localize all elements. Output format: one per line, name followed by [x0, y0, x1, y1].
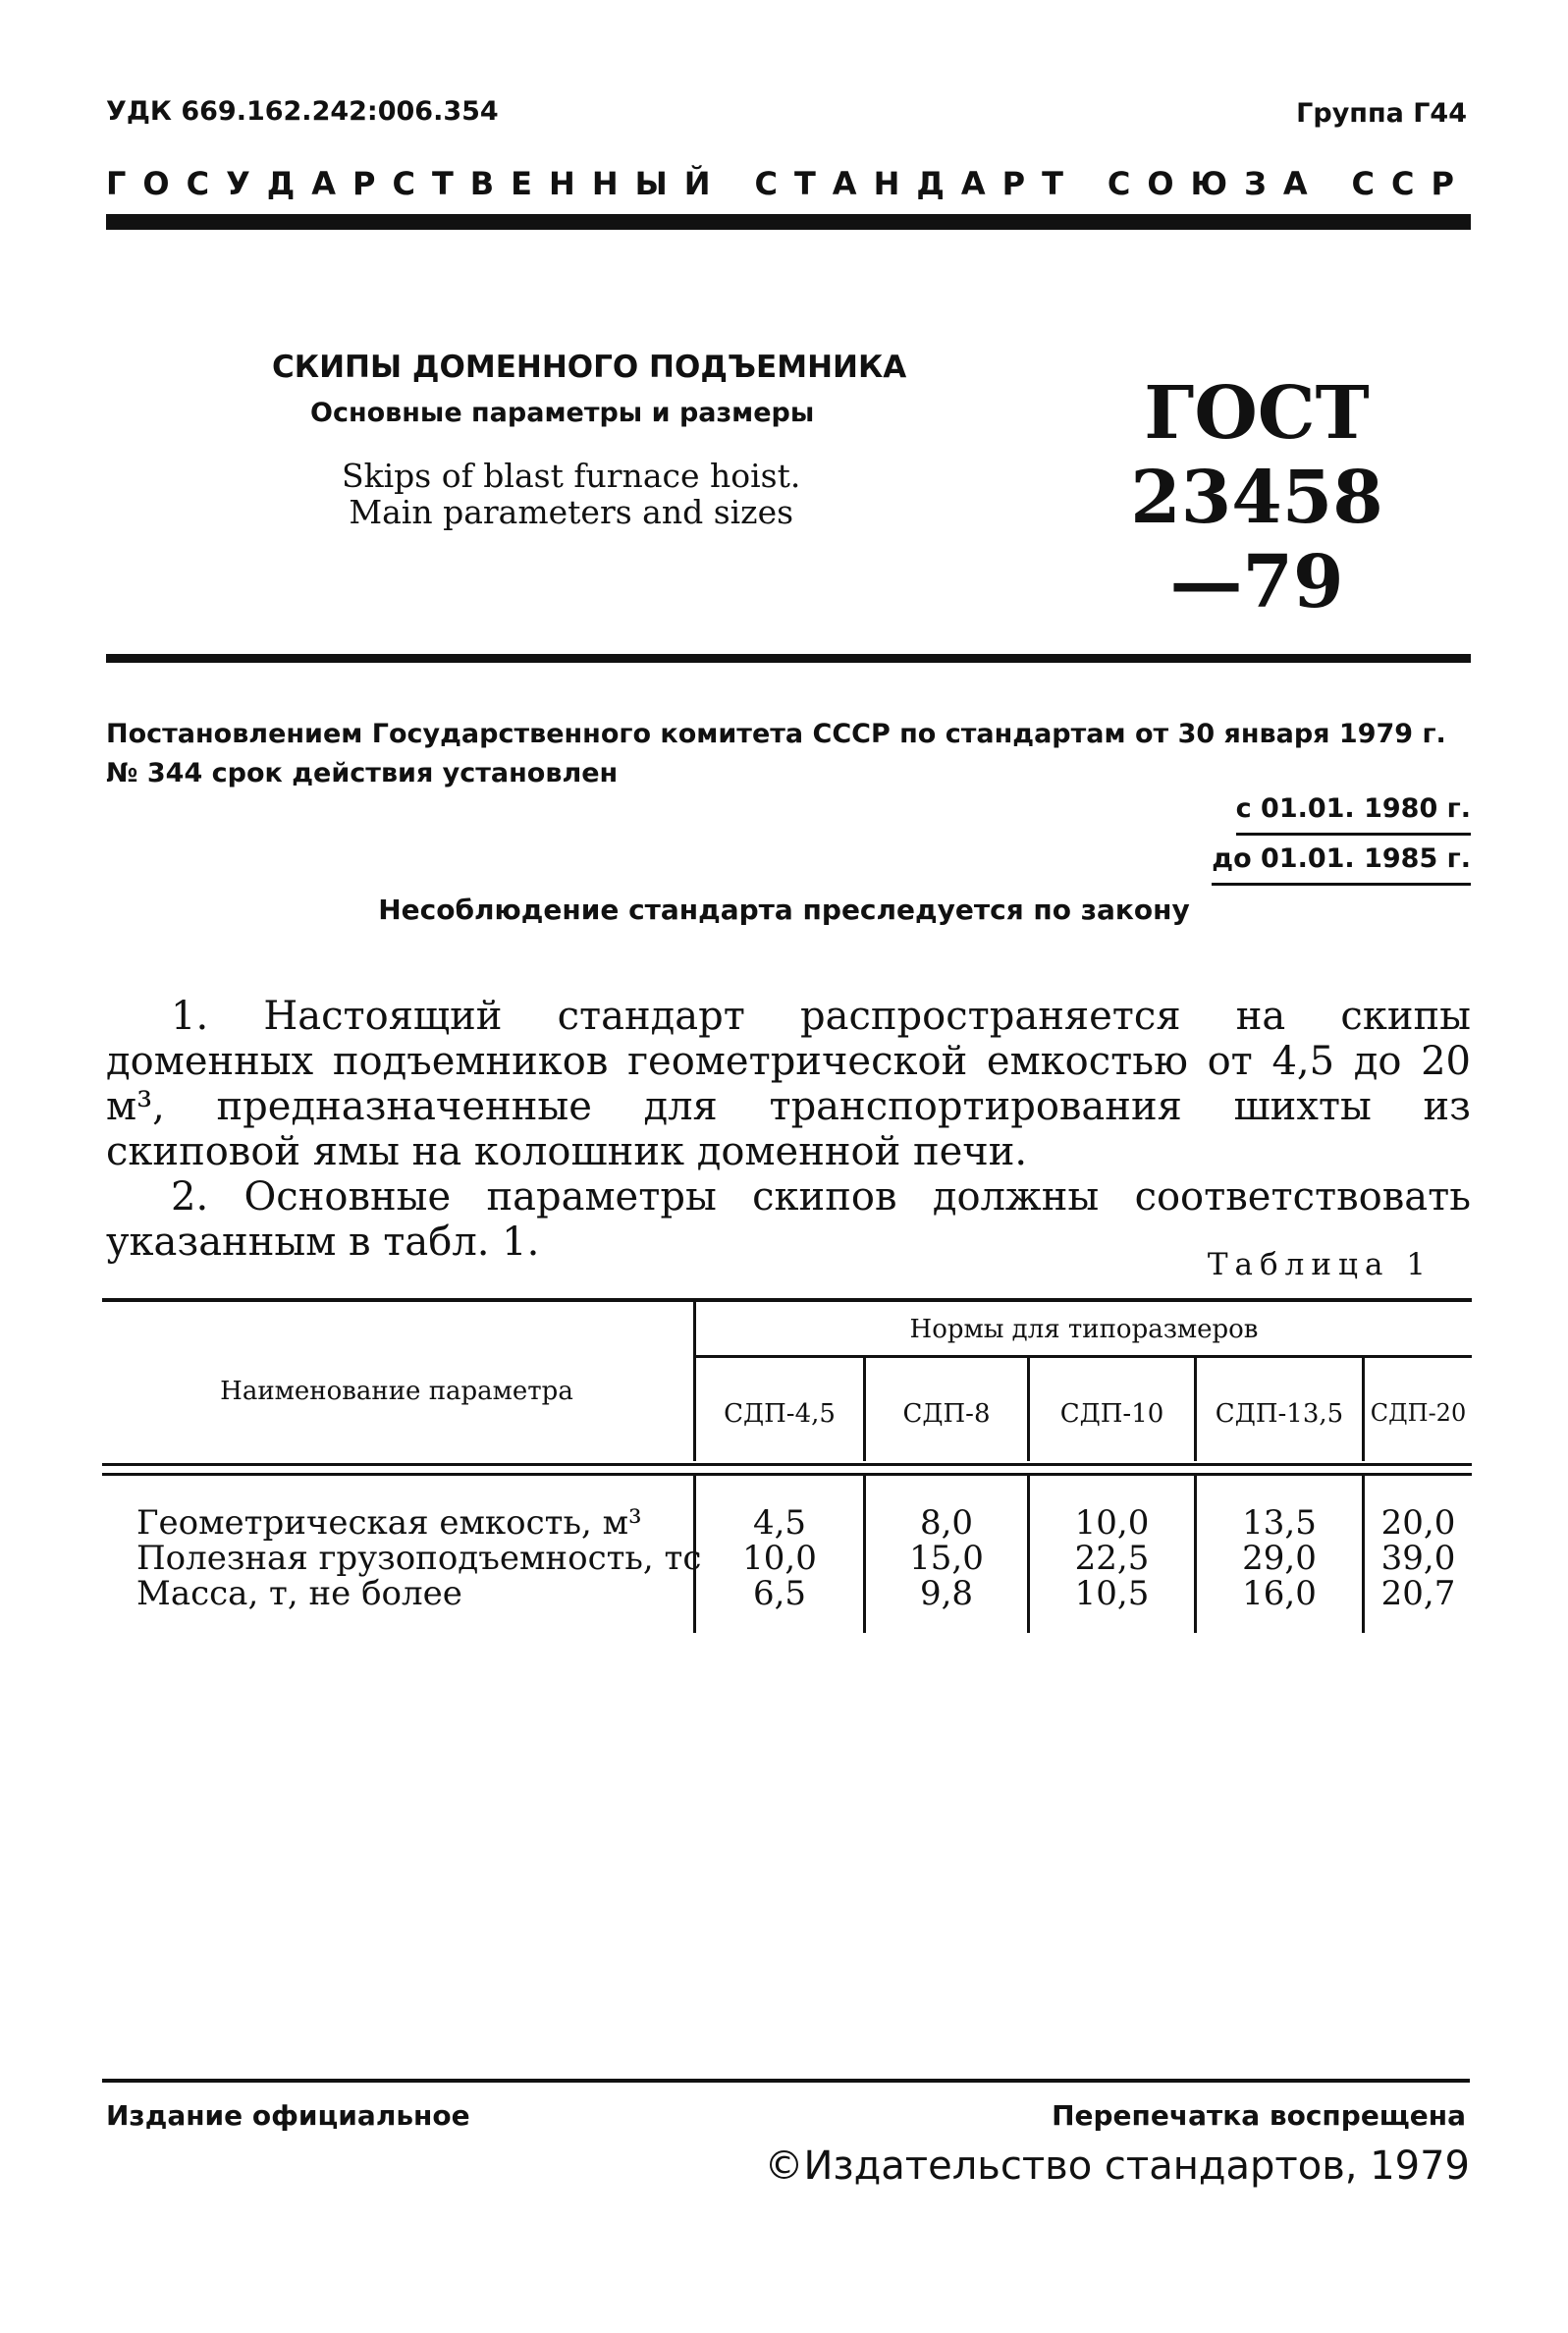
col-header: СДП-20: [1370, 1399, 1467, 1427]
cell-value: 10,0: [1074, 1503, 1150, 1543]
row-name: Масса, т, не более: [136, 1574, 462, 1613]
paragraph-2: 2. Основные параметры скипов должны соответствовать указанным в табл. 1.: [106, 1174, 1471, 1265]
cell-value: 22,5: [1074, 1539, 1150, 1578]
title-en: [342, 458, 800, 530]
col-header: СДП-4,5: [724, 1399, 836, 1429]
table-header-rule-2: [102, 1473, 1472, 1476]
cell-value: 8,0: [919, 1503, 974, 1543]
reprint-note: Перепечатка воспрещена: [1052, 2099, 1466, 2132]
title-en-line2: Main parameters and sizes: [349, 493, 794, 531]
body-text: [106, 994, 1471, 1265]
title-ru-sub: Основные параметры и размеры: [310, 398, 815, 428]
footer-rule: [102, 2079, 1470, 2083]
table-label: Таблица 1: [1207, 1247, 1433, 1282]
title-en-line1: Skips of blast furnace hoist.: [342, 457, 801, 495]
col-header: СДП-8: [902, 1399, 991, 1429]
cell-value: 39,0: [1380, 1539, 1456, 1578]
table-header-rule: [102, 1463, 1472, 1466]
gost-number: 23458—79: [1130, 456, 1383, 624]
cell-value: 29,0: [1242, 1539, 1317, 1578]
law-notice: Несоблюдение стандарта преследуется по закону: [378, 894, 1190, 926]
cell-value: 9,8: [919, 1574, 974, 1613]
title-ru-main: СКИПЫ ДОМЕННОГО ПОДЪЕМНИКА: [272, 350, 907, 385]
cell-value: 16,0: [1242, 1574, 1317, 1613]
cell-value: 10,5: [1074, 1574, 1150, 1613]
union-word: СТАНДАРТ: [754, 165, 1080, 202]
col-header: СДП-10: [1059, 1399, 1164, 1429]
row-name: Геометрическая емкость, м³: [136, 1503, 642, 1543]
table-top-rule: [102, 1298, 1472, 1302]
union-standard-heading: [106, 165, 1471, 202]
group-code: Группа Г44: [1296, 98, 1467, 129]
cell-value: 10,0: [742, 1539, 817, 1578]
union-word: СОЮЗА: [1107, 165, 1325, 202]
date-to: до 01.01. 1985 г.: [1212, 836, 1471, 886]
gost-designation: [1109, 371, 1404, 624]
header-rule: [106, 214, 1471, 230]
cell-value: 20,0: [1380, 1503, 1456, 1543]
union-word: ГОСУДАРСТВЕННЫЙ: [106, 165, 728, 202]
cell-value: 15,0: [909, 1539, 984, 1578]
table-norms-rule: [693, 1355, 1472, 1358]
validity-dates: [1212, 786, 1471, 886]
union-word: ССР: [1351, 165, 1471, 202]
cell-value: 13,5: [1242, 1503, 1317, 1543]
col-header: СДП-13,5: [1215, 1399, 1344, 1429]
cell-value: 6,5: [752, 1574, 807, 1613]
cell-value: 20,7: [1380, 1574, 1456, 1613]
gost-label: ГОСТ: [1144, 371, 1370, 456]
udk-code: УДК 669.162.242:006.354: [106, 96, 499, 127]
cell-value: 4,5: [752, 1503, 807, 1543]
date-from: с 01.01. 1980 г.: [1236, 786, 1471, 836]
param-header: Наименование параметра: [220, 1377, 573, 1406]
title-rule: [106, 654, 1471, 663]
row-name: Полезная грузоподъемность, тс: [136, 1539, 702, 1578]
norms-header: Нормы для типоразмеров: [909, 1315, 1259, 1344]
edition-note: Издание официальное: [106, 2099, 470, 2132]
copyright: ©Издательство стандартов, 1979: [764, 2143, 1470, 2189]
decree-text: Постановлением Государственного комитета СССР по стандартам от 30 января 1979 г. № 344 срок действия установлен: [106, 719, 1446, 788]
paragraph-1: 1. Настоящий стандарт распространяется на скипы доменных подъемников геометрической емкостью от 4,5 до 20 м³, предназначенные для транспортирования шихты из скиповой ямы на колошник доменной печи.: [106, 994, 1471, 1174]
